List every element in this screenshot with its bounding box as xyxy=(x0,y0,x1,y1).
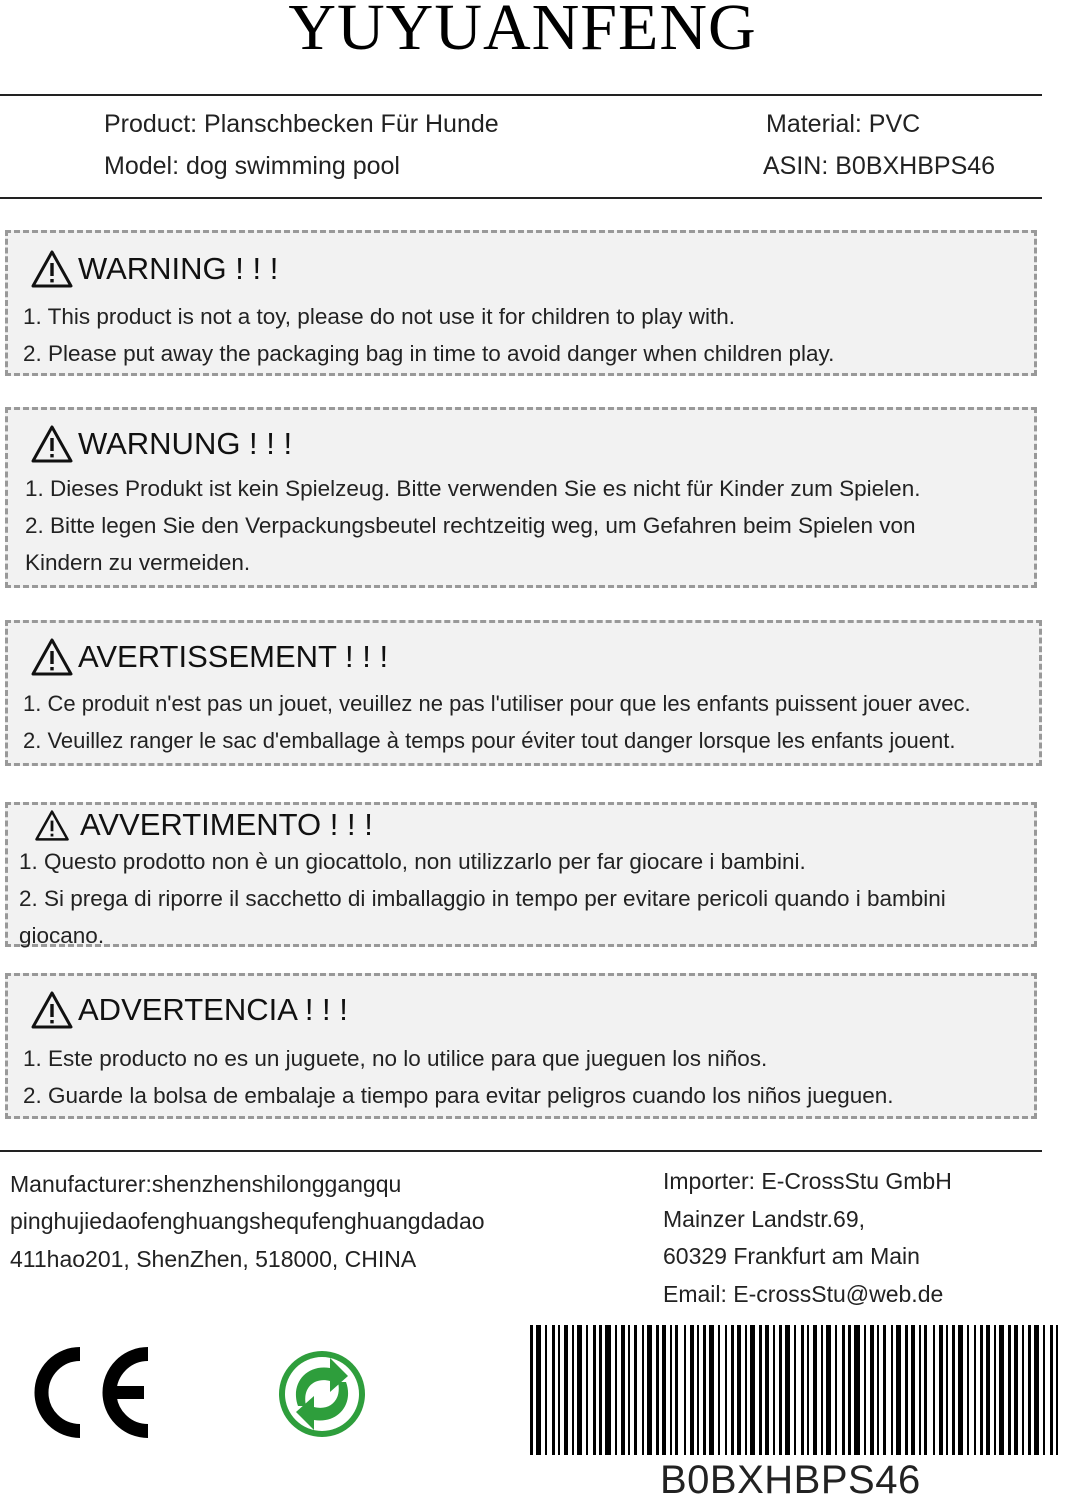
warning-heading-en xyxy=(30,249,278,289)
warning-de-line-1: 1. Dieses Produkt ist kein Spielzeug. Bitte verwenden Sie es nicht für Kinder zum Spielen. xyxy=(25,476,921,501)
warning-triangle-icon xyxy=(30,990,74,1030)
warning-title-en: WARNING ! ! ! xyxy=(78,251,279,286)
importer-line-1: Importer: E-CrossStu GmbH xyxy=(663,1168,952,1194)
warning-fr-line-2: 2. Veuillez ranger le sac d'emballage à temps pour éviter tout danger lorsque les enfants jouent. xyxy=(23,728,956,753)
manufacturer-line-1: Manufacturer:shenzhenshilonggangqu xyxy=(10,1171,402,1197)
asin-label: ASIN: B0BXHBPS46 xyxy=(763,152,996,180)
importer-line-2: Mainzer Landstr.69, xyxy=(663,1206,866,1232)
brand-title: YUYUANFENG xyxy=(288,0,757,64)
model-label: Model: dog swimming pool xyxy=(104,152,400,180)
warning-box-es xyxy=(5,973,1037,1119)
warning-box-en xyxy=(5,230,1037,376)
warning-en-line-2: 2. Please put away the packaging bag in time to avoid danger when children play. xyxy=(23,341,835,366)
barcode-icon xyxy=(528,1325,1060,1455)
info-divider xyxy=(0,197,1042,199)
green-dot-recycle-icon xyxy=(276,1348,368,1440)
warning-fr-line-1: 1. Ce produit n'est pas un jouet, veuillez ne pas l'utiliser pour que les enfants puissent jouer avec. xyxy=(23,691,971,716)
warning-title-fr: AVERTISSEMENT ! ! ! xyxy=(78,639,389,674)
manufacturer-line-2: pinghujiedaofenghuangshequfenghuangdadao xyxy=(10,1208,485,1234)
warning-heading-es xyxy=(30,990,348,1030)
warning-box-fr xyxy=(5,620,1042,766)
warning-es-line-2: 2. Guarde la bolsa de embalaje a tiempo para evitar peligros cuando los niños jueguen. xyxy=(23,1083,894,1108)
top-divider xyxy=(0,94,1042,96)
warning-triangle-icon xyxy=(30,424,74,464)
warning-de-line-2: 2. Bitte legen Sie den Verpackungsbeutel rechtzeitig weg, um Gefahren beim Spielen von xyxy=(25,513,916,538)
manufacturer-line-3: 411hao201, ShenZhen, 518000, CHINA xyxy=(10,1246,417,1272)
warning-box-de xyxy=(5,407,1037,588)
warning-triangle-icon xyxy=(34,809,70,842)
product-label: Product: Planschbecken Für Hunde xyxy=(104,110,499,138)
warning-heading-it xyxy=(34,807,373,843)
warning-title-it: AVVERTIMENTO ! ! ! xyxy=(80,807,373,842)
warning-title-es: ADVERTENCIA ! ! ! xyxy=(78,992,348,1027)
importer-line-4: Email: E-crossStu@web.de xyxy=(663,1281,944,1307)
warning-it-line-2: 2. Si prega di riporre il sacchetto di imballaggio in tempo per evitare pericoli quando i bambini xyxy=(19,886,946,911)
warning-de-line-3: Kindern zu vermeiden. xyxy=(25,550,251,575)
warning-box-it xyxy=(5,802,1037,947)
warning-it-line-3: giocano. xyxy=(19,923,105,948)
warning-heading-fr xyxy=(30,637,388,677)
warning-triangle-icon xyxy=(30,249,74,289)
warning-heading-de xyxy=(30,424,292,464)
footer-divider xyxy=(0,1150,1042,1152)
warning-en-line-1: 1. This product is not a toy, please do not use it for children to play with. xyxy=(23,304,736,329)
material-label: Material: PVC xyxy=(766,110,921,138)
warning-es-line-1: 1. Este producto no es un juguete, no lo utilice para que jueguen los niños. xyxy=(23,1046,768,1071)
warning-triangle-icon xyxy=(30,637,74,677)
importer-line-3: 60329 Frankfurt am Main xyxy=(663,1243,920,1269)
warning-title-de: WARNUNG ! ! ! xyxy=(78,426,293,461)
ce-mark-icon xyxy=(22,1345,152,1440)
barcode-number: B0BXHBPS46 xyxy=(660,1458,921,1500)
warning-it-line-1: 1. Questo prodotto non è un giocattolo, non utilizzarlo per far giocare i bambini. xyxy=(19,849,806,874)
